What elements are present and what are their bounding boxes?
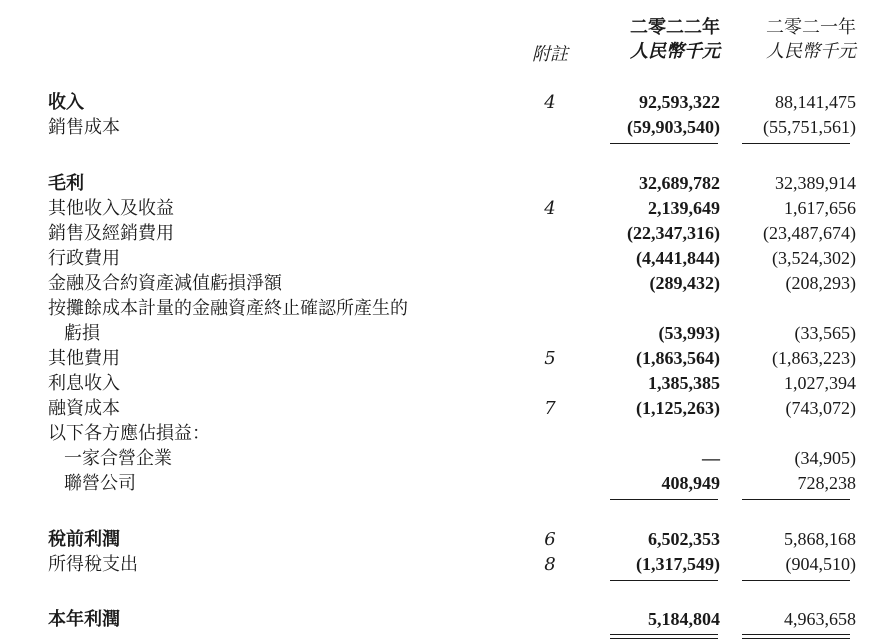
row-current: 1,385,385 <box>648 373 720 393</box>
current-unit-label: 人民幣千元 <box>630 41 720 62</box>
row-current: (22,347,316) <box>627 223 720 243</box>
underline-prior-3 <box>742 580 850 581</box>
row-label: 本年利潤 <box>48 609 120 630</box>
row-note: 8 <box>544 554 556 575</box>
row-prior: 5,868,168 <box>784 529 856 549</box>
row-gross-profit <box>0 171 896 196</box>
row-label: 金融及合約資產減值虧損淨額 <box>48 273 282 294</box>
prior-unit-label: 人民幣千元 <box>766 41 856 62</box>
row-interest-income <box>0 371 896 396</box>
row-prior: 4,963,658 <box>784 609 856 629</box>
row-current: (59,903,540) <box>627 117 720 137</box>
row-prior: 728,238 <box>797 473 856 493</box>
row-label: 利息收入 <box>48 373 120 394</box>
row-label: 其他費用 <box>48 348 120 369</box>
row-label: 稅前利潤 <box>48 529 120 550</box>
row-label: 按攤餘成本計量的金融資產終止確認所產生的 <box>48 298 408 319</box>
row-prior: (208,293) <box>785 273 856 293</box>
row-finance-costs <box>0 396 896 421</box>
row-note: 4 <box>544 92 556 113</box>
underline-current-3 <box>610 580 718 581</box>
row-derecognition-label <box>0 296 896 321</box>
row-share-of-profits-label <box>0 421 896 446</box>
row-other-income <box>0 196 896 221</box>
row-label: 虧損 <box>64 323 100 344</box>
row-note: 7 <box>544 398 556 419</box>
row-label: 收入 <box>48 92 84 113</box>
row-admin-expenses <box>0 246 896 271</box>
row-label: 其他收入及收益 <box>48 198 174 219</box>
row-note: 5 <box>544 348 556 369</box>
row-current: 92,593,322 <box>639 92 720 112</box>
row-income-tax <box>0 552 896 577</box>
row-other-expenses <box>0 346 896 371</box>
row-prior: (55,751,561) <box>763 117 856 137</box>
row-current: (53,993) <box>658 323 720 343</box>
row-current: (4,441,844) <box>636 248 720 268</box>
row-prior: (1,863,223) <box>772 348 856 368</box>
row-label: 以下各方應佔損益： <box>48 423 210 444</box>
row-label: 銷售及經銷費用 <box>48 223 174 244</box>
row-associates <box>0 471 896 496</box>
row-current: — <box>702 448 720 468</box>
underline-prior-2 <box>742 499 850 500</box>
notes-header: 附註 <box>532 44 568 65</box>
row-label: 毛利 <box>48 173 84 194</box>
row-profit-before-tax <box>0 527 896 552</box>
row-profit-for-year <box>0 607 896 632</box>
row-prior: 88,141,475 <box>775 92 856 112</box>
underline-current-2 <box>610 499 718 500</box>
row-current: 32,689,782 <box>639 173 720 193</box>
row-current: (1,863,564) <box>636 348 720 368</box>
row-current: (1,317,549) <box>636 554 720 574</box>
row-current: 408,949 <box>661 473 720 493</box>
row-current: (1,125,263) <box>636 398 720 418</box>
row-prior: 1,617,656 <box>784 198 856 218</box>
underline-prior-1 <box>742 143 850 144</box>
row-label: 一家合營企業 <box>64 448 172 469</box>
double-underline-current-b <box>610 638 718 639</box>
row-prior: 32,389,914 <box>775 173 856 193</box>
row-impairment <box>0 271 896 296</box>
row-prior: (34,905) <box>794 448 856 468</box>
row-label: 銷售成本 <box>48 117 120 138</box>
row-note: 6 <box>544 529 556 550</box>
header-current-year <box>630 16 720 64</box>
row-selling-expenses <box>0 221 896 246</box>
row-prior: (743,072) <box>785 398 856 418</box>
row-revenue <box>0 90 896 115</box>
row-current: 5,184,804 <box>648 609 720 629</box>
row-current: 6,502,353 <box>648 529 720 549</box>
prior-year-label: 二零二一年 <box>766 17 856 38</box>
underline-current-1 <box>610 143 718 144</box>
row-prior: (904,510) <box>785 554 856 574</box>
row-label: 行政費用 <box>48 248 120 269</box>
double-underline-current-a <box>610 634 718 635</box>
row-current: (289,432) <box>649 273 720 293</box>
row-label: 融資成本 <box>48 398 120 419</box>
row-prior: (3,524,302) <box>772 248 856 268</box>
row-prior: (33,565) <box>794 323 856 343</box>
row-label: 聯營公司 <box>64 473 136 494</box>
row-label: 所得稅支出 <box>48 554 138 575</box>
current-year-label: 二零二二年 <box>630 17 720 38</box>
row-prior: 1,027,394 <box>784 373 856 393</box>
double-underline-prior-b <box>742 638 850 639</box>
row-cost-of-sales <box>0 115 896 140</box>
row-prior: (23,487,674) <box>763 223 856 243</box>
header-prior-year <box>766 16 856 64</box>
row-joint-venture <box>0 446 896 471</box>
double-underline-prior-a <box>742 634 850 635</box>
row-note: 4 <box>544 198 556 219</box>
row-current: 2,139,649 <box>648 198 720 218</box>
row-derecognition-loss <box>0 321 896 346</box>
